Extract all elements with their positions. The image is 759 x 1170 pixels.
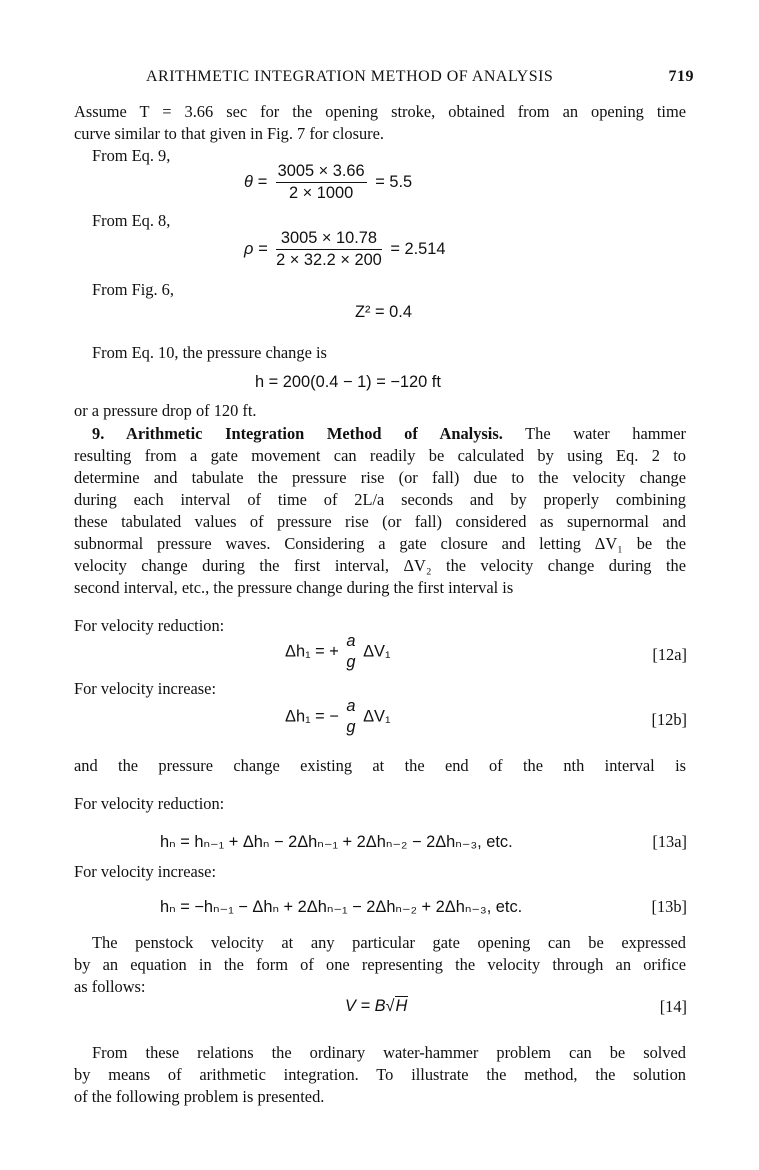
penstock-line: as follows: — [74, 977, 146, 996]
section-line: resulting from a gate movement can readily be calculated by using Eq. 2 to — [74, 446, 686, 465]
equation-12b — [285, 697, 391, 737]
eq12b-numerator: a — [346, 697, 356, 715]
from-fig6-label: From Fig. 6, — [92, 280, 174, 299]
eq-rho-rhs: = 2.514 — [390, 239, 446, 258]
equation-theta — [244, 162, 412, 203]
eq-theta-rhs: = 5.5 — [375, 172, 413, 191]
section-line: determine and tabulate the pressure rise (or fall) due to the velocity change — [74, 468, 686, 487]
eq-theta-numerator: 3005 × 3.66 — [276, 162, 367, 183]
running-title: ARITHMETIC INTEGRATION METHOD OF ANALYSIS — [146, 68, 554, 85]
eq12a-rhs: ΔV₁ — [363, 642, 391, 661]
section-heading: 9. Arithmetic Integration Method of Analysis. — [92, 424, 503, 443]
velocity-increase-label-2: For velocity increase: — [74, 862, 217, 881]
eq12b-rhs: ΔV₁ — [363, 707, 391, 726]
velocity-reduction-label: For velocity reduction: — [74, 616, 225, 635]
final-line: From these relations the ordinary water-hammer problem can be solved — [92, 1043, 686, 1062]
penstock-line: by an equation in the form of one representing the velocity through an orifice — [74, 955, 686, 974]
equation-12a — [285, 632, 391, 672]
eq-theta-lhs: θ = — [244, 172, 268, 191]
section-line: these tabulated values of pressure rise (or fall) considered as supernormal and — [74, 512, 686, 531]
eq-rho-lhs: ρ = — [244, 239, 268, 258]
eq13a-number: [13a] — [652, 832, 687, 851]
equation-14 — [345, 997, 408, 1016]
section-line: second interval, etc., the pressure change during the first interval is — [74, 578, 514, 597]
final-line: by means of arithmetic integration. To illustrate the method, the solution — [74, 1065, 686, 1084]
eq13b-number: [13b] — [651, 897, 687, 916]
eq12b-number: [12b] — [651, 710, 687, 729]
section-line: velocity change during the first interval, ΔV₂ the velocity change during the — [74, 556, 686, 575]
section-first-line — [92, 424, 686, 444]
final-line: of the following problem is presented. — [74, 1087, 325, 1106]
page-number: 719 — [668, 68, 694, 85]
paragraph-line: curve similar to that given in Fig. 7 for closure. — [74, 124, 384, 143]
eq-rho-denominator: 2 × 32.2 × 200 — [276, 251, 382, 269]
eq12a-fraction — [344, 632, 357, 672]
eq12a-denominator: g — [346, 653, 356, 671]
section-line: The water hammer — [525, 424, 686, 443]
velocity-increase-label: For velocity increase: — [74, 679, 217, 698]
equation-rho — [244, 229, 446, 270]
section-line: subnormal pressure waves. Considering a gate closure and letting ΔV₁ be the — [74, 534, 686, 553]
eq12b-denominator: g — [346, 718, 356, 736]
from-eq9-label: From Eq. 9, — [92, 146, 171, 165]
nth-interval-line: and the pressure change existing at the end of the nth interval is — [74, 756, 686, 775]
eq-rho-fraction — [276, 229, 382, 270]
eq14-radicand: H — [395, 997, 408, 1015]
eq14-lhs: V = B — [345, 997, 386, 1015]
from-eq10-label: From Eq. 10, the pressure change is — [92, 343, 327, 362]
penstock-line: The penstock velocity at any particular gate opening can be expressed — [92, 933, 686, 952]
eq12a-number: [12a] — [652, 645, 687, 664]
eq12b-lhs: Δh₁ = − — [285, 707, 339, 726]
paragraph-line: Assume T = 3.66 sec for the opening stroke, obtained from an opening time — [74, 102, 686, 121]
equation-13a: hₙ = hₙ₋₁ + Δhₙ − 2Δhₙ₋₁ + 2Δhₙ₋₂ − 2Δhₙ₋₃, etc. — [160, 833, 513, 851]
eq12b-fraction — [344, 697, 357, 737]
equation-13b: hₙ = −hₙ₋₁ − Δhₙ + 2Δhₙ₋₁ − 2Δhₙ₋₂ + 2Δhₙ₋₃, etc. — [160, 898, 523, 916]
eq-theta-fraction — [276, 162, 367, 203]
velocity-reduction-label-2: For velocity reduction: — [74, 794, 225, 813]
pressure-drop-line: or a pressure drop of 120 ft. — [74, 401, 257, 420]
eq-theta-denominator: 2 × 1000 — [288, 184, 354, 202]
equation-z: Z² = 0.4 — [355, 303, 412, 321]
eq-rho-numerator: 3005 × 10.78 — [276, 229, 382, 250]
eq12a-numerator: a — [346, 632, 356, 650]
eq12a-lhs: Δh₁ = + — [285, 642, 339, 661]
equation-h: h = 200(0.4 − 1) = −120 ft — [255, 373, 441, 391]
eq14-number: [14] — [659, 997, 687, 1016]
from-eq8-label: From Eq. 8, — [92, 211, 171, 230]
section-line: during each interval of time of 2L/a seconds and by properly combining — [74, 490, 686, 509]
eq14-radical: √ — [385, 997, 395, 1015]
running-header — [146, 68, 694, 92]
